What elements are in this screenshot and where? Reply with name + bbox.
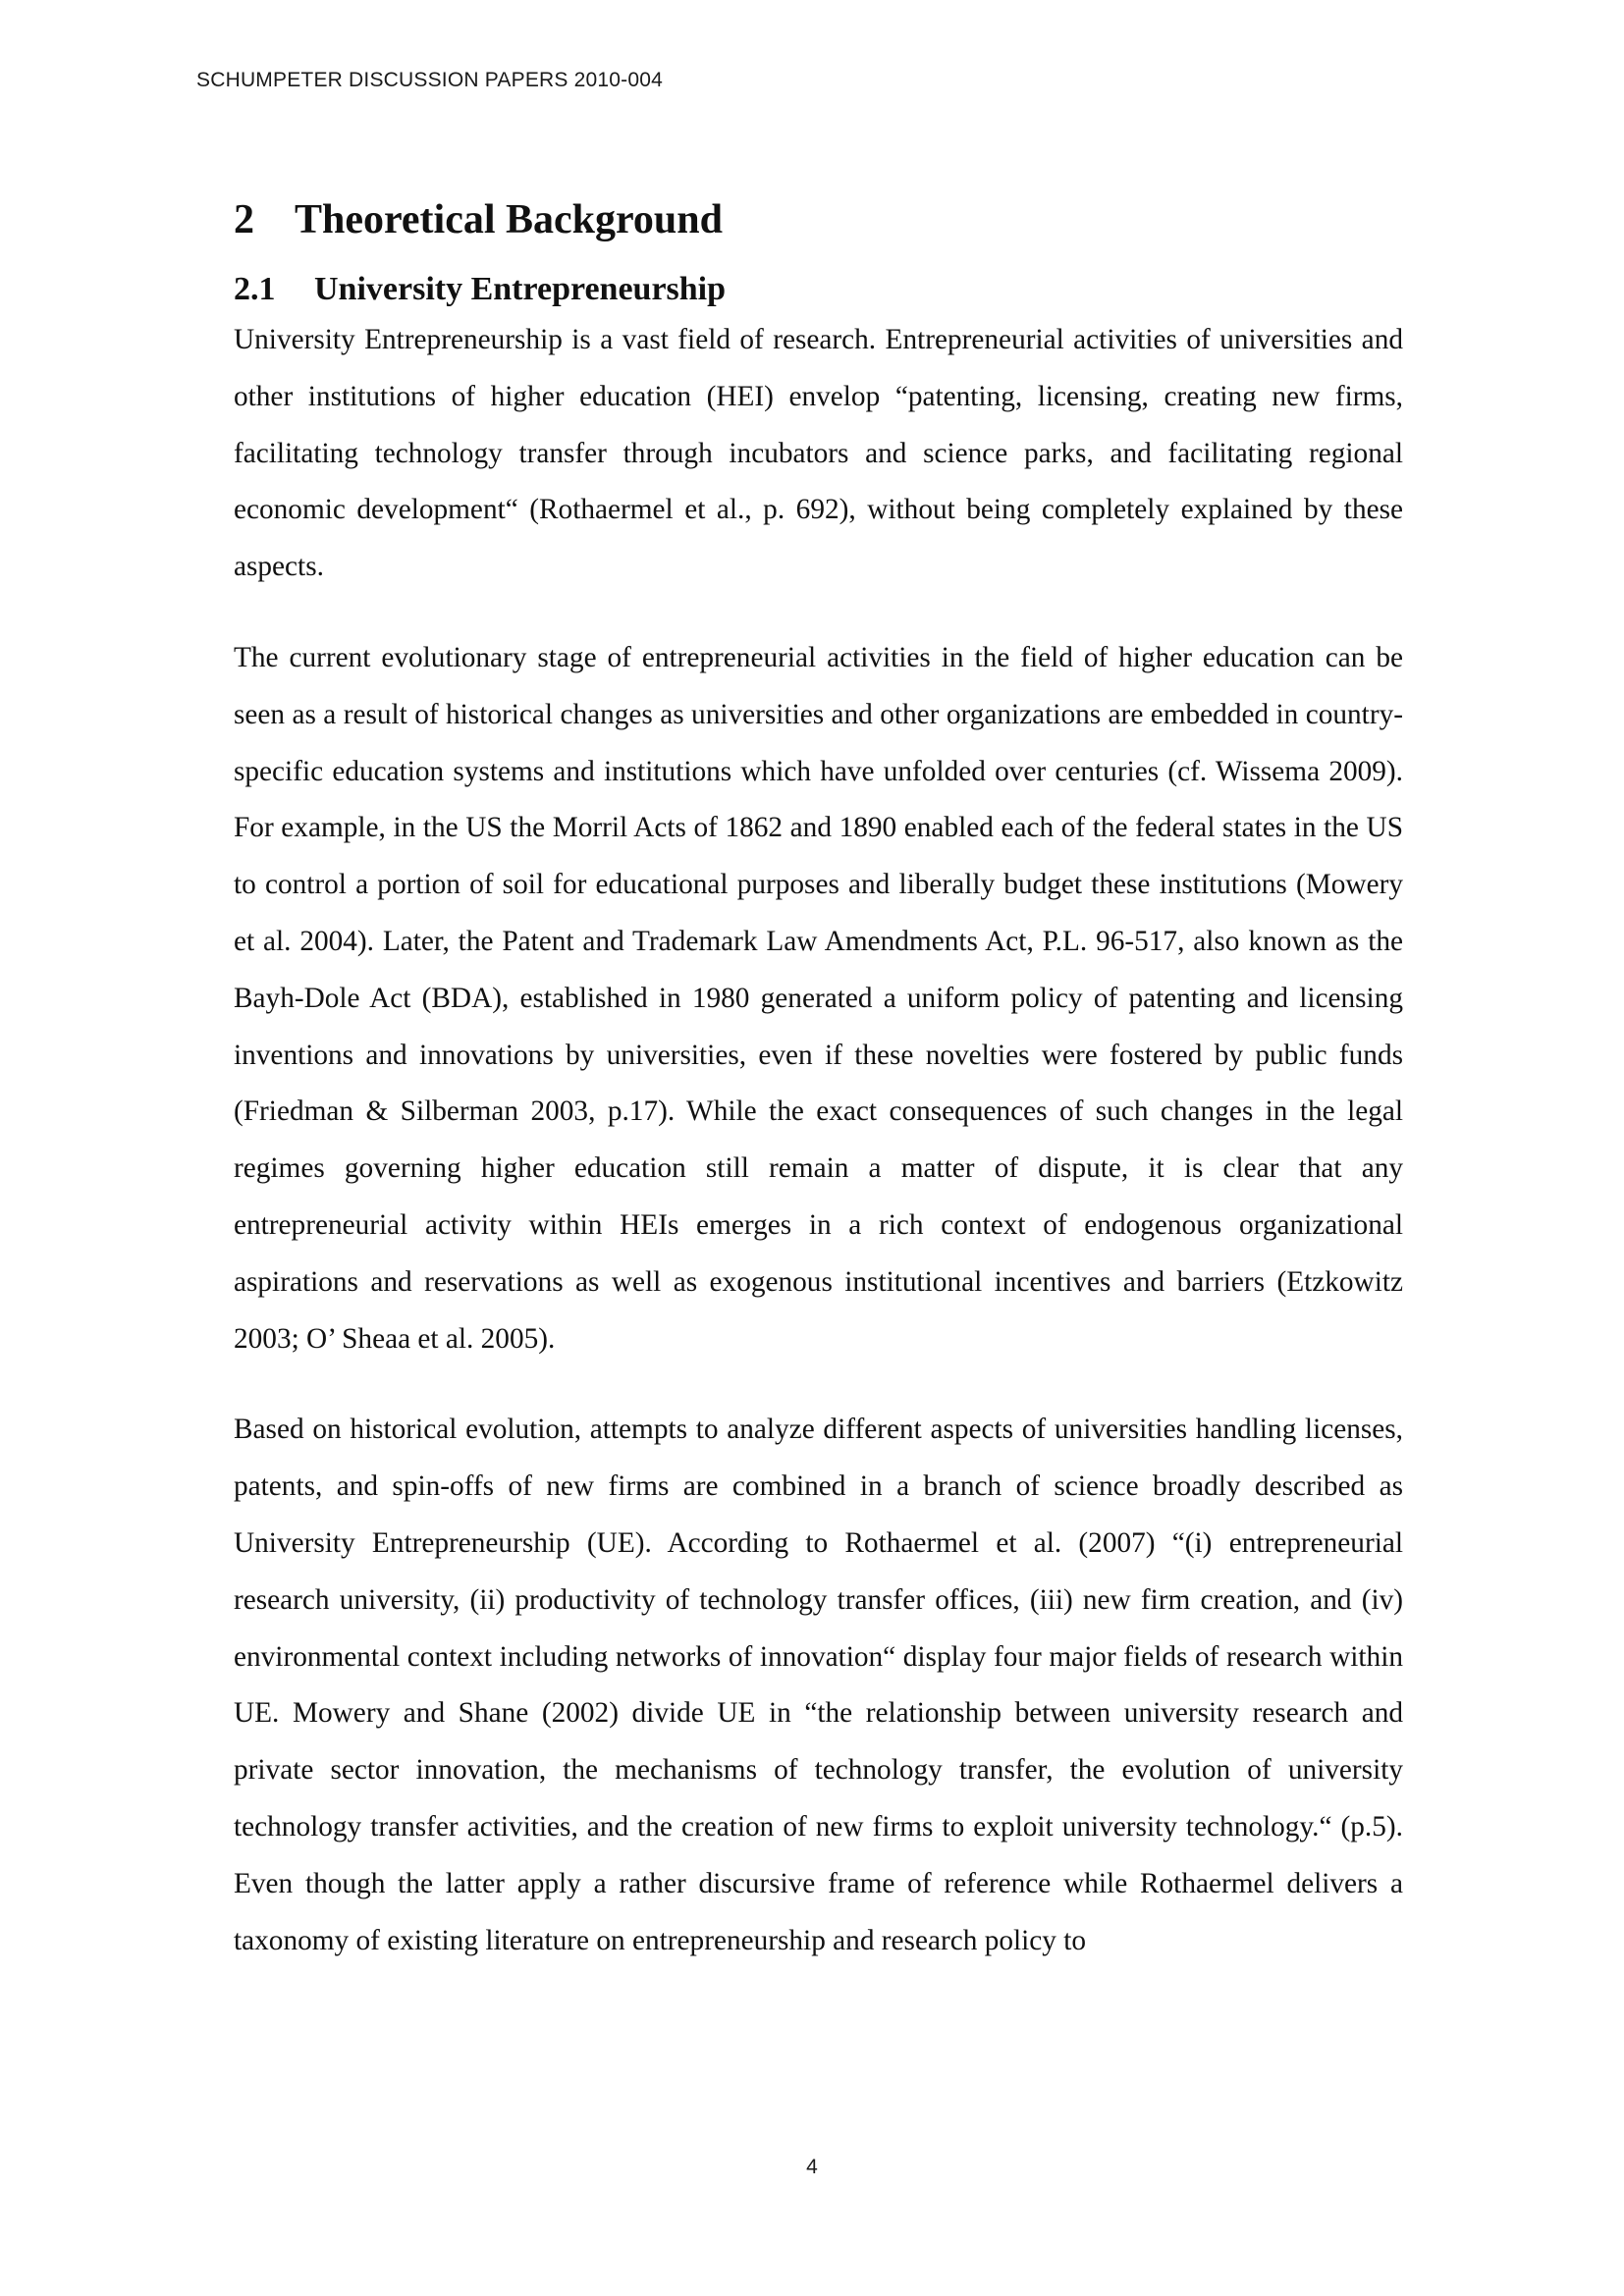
section-heading — [234, 192, 1403, 247]
paragraph-1: University Entrepreneurship is a vast field of research. Entrepreneurial activities of universities and other institutions of higher education (HEI) envelop “patenting, licensing, creating new firms, facilitating technology transfer through incubators and science parks, and facilitating regional economic development“ (Rothaermel et al., p. 692), without being completely explained by these aspects. — [234, 324, 1403, 583]
paragraph-2: The current evolutionary stage of entrepreneurial activities in the field of higher education can be seen as a result of historical changes as universities and other organizations are embedded in country-specific education systems and institutions which have unfolded over centuries (cf. Wissema 2009). For example, in the US the Morril Acts of 1862 and 1890 enabled each of the federal states in the US to control a portion of soil for educational purposes and liberally budget these institutions (Mowery et al. 2004). Later, the Patent and Trademark Law Amendments Act, P.L. 96-517, also known as the Bayh-Dole Act (BDA), established in 1980 generated a uniform policy of patenting and licensing inventions and innovations by universities, even if these novelties were fostered by public funds (Friedman & Silberman 2003, p.17). While the exact consequences of such changes in the legal regimes governing higher education still remain a matter of dispute, it is clear that any entrepreneurial activity within HEIs emerges in a rich context of endogenous organizational aspirations and reservations as well as exogenous institutional incentives and barriers (Etzkowitz 2003; O’ Sheaa et al. 2005). — [234, 641, 1403, 1355]
subsection-title: University Entrepreneurship — [314, 271, 727, 307]
paragraph-3: Based on historical evolution, attempts to analyze different aspects of universities handling licenses, patents, and spin-offs of new firms are combined in a branch of science broadly described as University Entrepreneurship (UE). According to Rothaermel et al. (2007) “(i) entrepreneurial research university, (ii) productivity of technology transfer offices, (iii) new firm creation, and (iv) environmental context including networks of innovation“ display four major fields of research within UE. Mowery and Shane (2002) divide UE in “the relationship between university research and private sector innovation, the mechanisms of technology transfer, the evolution of university technology transfer activities, and the creation of new firms to exploit university technology.“ (p.5). Even though the latter apply a rather discursive frame of reference while Rothaermel delivers a taxonomy of existing literature on entrepreneurship and research policy to — [234, 1414, 1403, 1956]
section-number: 2 — [234, 197, 254, 242]
subsection-heading — [234, 267, 1403, 312]
subsection-number: 2.1 — [234, 271, 276, 307]
page-number: 4 — [806, 2156, 818, 2178]
running-header: SCHUMPETER DISCUSSION PAPERS 2010-004 — [196, 69, 663, 91]
section-title: Theoretical Background — [295, 197, 723, 242]
page-content — [234, 192, 1403, 1969]
